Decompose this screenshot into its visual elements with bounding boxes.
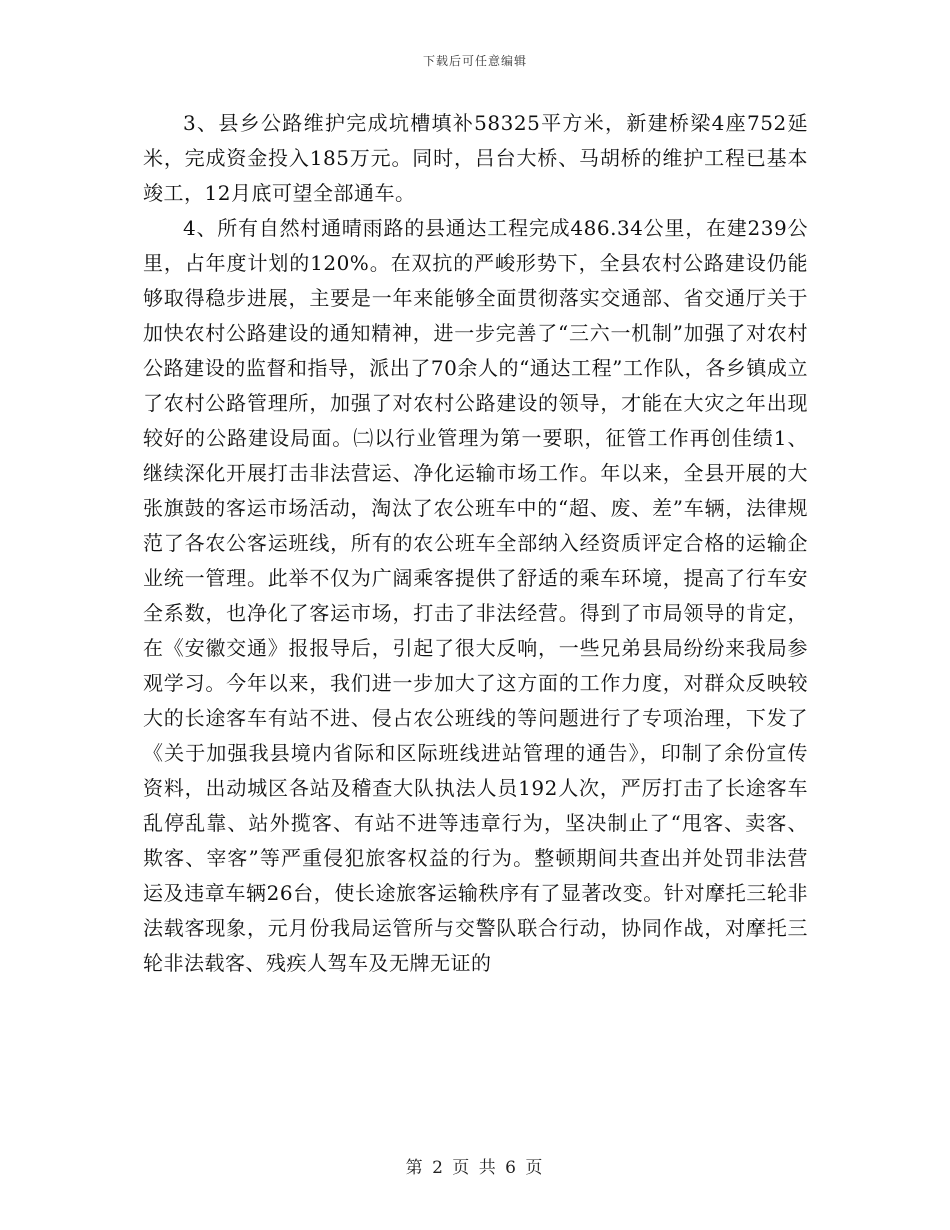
document-body xyxy=(143,106,808,981)
page-number: 第 2 页 共 6 页 xyxy=(405,1158,545,1178)
paragraph: 3、县乡公路维护完成坑槽填补58325平方米，新建桥梁4座752延米，完成资金投入185万元。同时，吕台大桥、马胡桥的维护工程已基本竣工，12月底可望全部通车。 xyxy=(143,111,808,205)
page-header: 下载后可任意编辑 xyxy=(422,54,527,68)
paragraph: 4、所有自然村通晴雨路的县通达工程完成486.34公里，在建239公里，占年度计划的120%。在双抗的严峻形势下，全县农村公路建设仍能够取得稳步进展，主要是一年来能够全面贯彻落实交通部、省交通厅关于加快农村公路建设的通知精神，进一步完善了“三六一机制”加强了对农村公路建设的监督和指导，派出了70余人的“通达工程”工作队，各乡镇成立了农村公路管理所，加强了对农村公路建设的领导，才能在大灾之年出现较好的公路建设局面。㈡以行业管理为第一要职，征管工作再创佳绩1、继续深化开展打击非法营运、净化运输市场工作。年以来，全县开展的大张旗鼓的客运市场活动，淘汰了农公班车中的“超、废、差”车辆，法律规范了各农公客运班线，所有的农公班车全部纳入经资质评定合格的运输企业统一管理。此举不仅为广阔乘客提供了舒适的乘车环境，提高了行车安全系数，也净化了客运市场，打击了非法经营。得到了市局领导的肯定，在《安徽交通》报报导后，引起了很大反响，一些兄弟县局纷纷来我局参观学习。今年以来，我们进一步加大了这方面的工作力度，对群众反映较大的长途客车有站不进、侵占农公班线的等问题进行了专项治理，下发了《关于加强我县境内省际和区际班线进站管理的通告》，印制了余份宣传资料，出动城区各站及稽查大队执法人员192人次，严厉打击了长途客车乱停乱靠、站外揽客、有站不进等违章行为，坚决制止了“甩客、卖客、欺客、宰客”等严重侵犯旅客权益的行为。整顿期间共查出并处罚非法营运及违章车辆26台，使长途旅客运输秩序有了显著改变。针对摩托三轮非法载客现象，元月份我局运管所与交警队联合行动，协同作战，对摩托三轮非法载客、残疾人驾车及无牌无证的 xyxy=(143,216,808,975)
